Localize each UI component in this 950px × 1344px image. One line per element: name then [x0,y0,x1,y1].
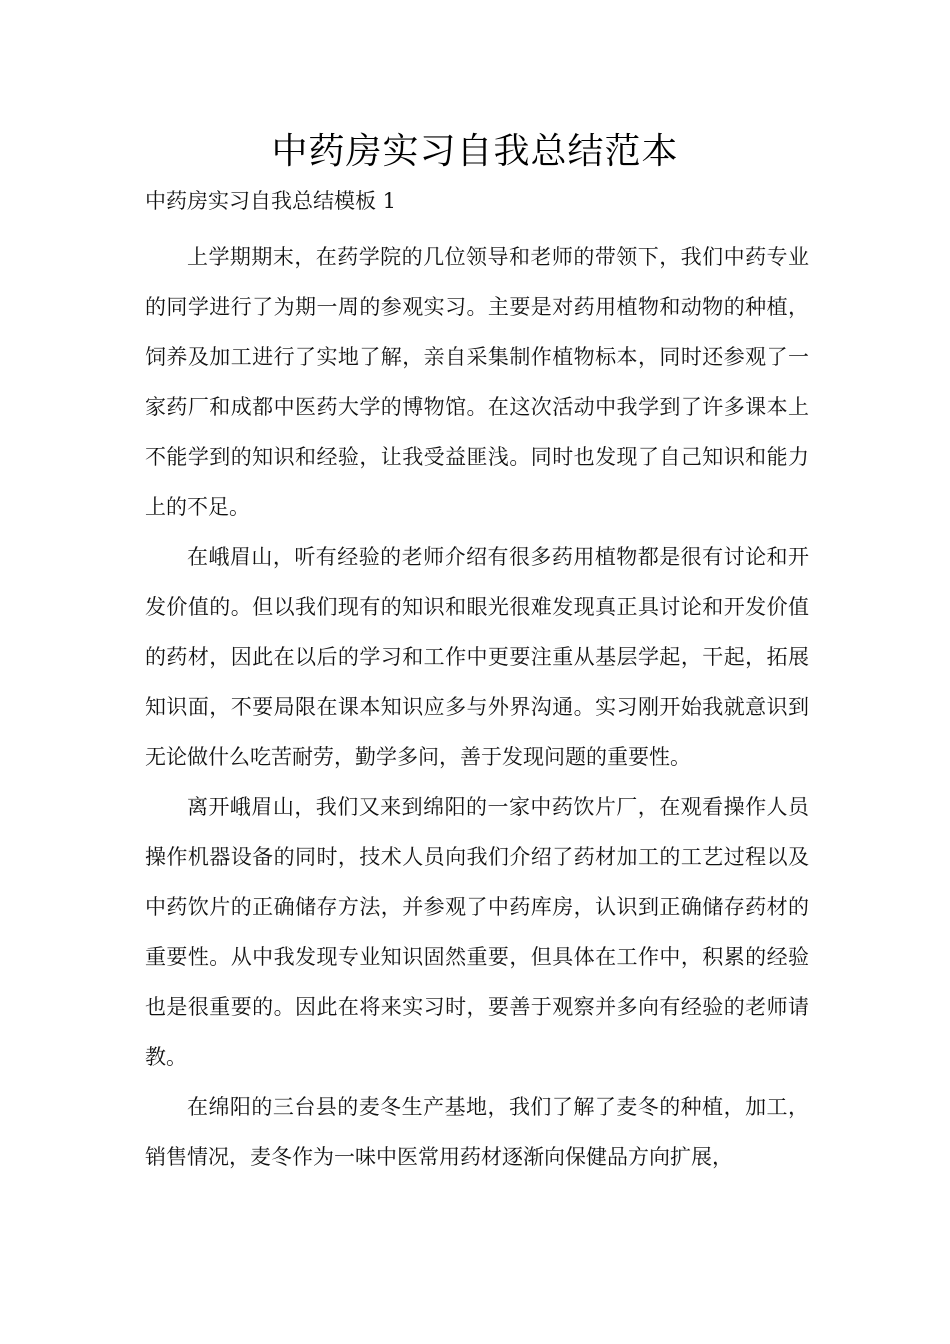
paragraph-1: 上学期期末，在药学院的几位领导和老师的带领下，我们中药专业的同学进行了为期一周的参观实习。主要是对药用植物和动物的种植，饲养及加工进行了实地了解，亲自采集制作植物标本，同时还参观了一家药厂和成都中医药大学的博物馆。在这次活动中我学到了许多课本上不能学到的知识和经验，让我受益匪浅。同时也发现了自己知识和能力上的不足。 [145,245,809,519]
document-body [145,232,809,1182]
paragraph-2: 在峨眉山，听有经验的老师介绍有很多药用植物都是很有讨论和开发价值的。但以我们现有的知识和眼光很难发现真正具讨论和开发价值的药材，因此在以后的学习和工作中更要注重从基层学起，干起，拓展知识面，不要局限在课本知识应多与外界沟通。实习刚开始我就意识到无论做什么吃苦耐劳，勤学多问，善于发现问题的重要性。 [145,545,809,769]
paragraph-4: 在绵阳的三台县的麦冬生产基地，我们了解了麦冬的种植，加工，销售情况，麦冬作为一味中医常用药材逐渐向保健品方向扩展， [145,1095,809,1169]
document-title: 中药房实习自我总结范本 [271,131,679,172]
paragraph-3: 离开峨眉山，我们又来到绵阳的一家中药饮片厂，在观看操作人员操作机器设备的同时，技术人员向我们介绍了药材加工的工艺过程以及中药饮片的正确储存方法，并参观了中药库房，认识到正确储存药材的重要性。从中我发现专业知识固然重要，但具体在工作中，积累的经验也是很重要的。因此在将来实习时，要善于观察并多向有经验的老师请教。 [145,795,809,1069]
document-subtitle: 中药房实习自我总结模板 1 [145,189,397,213]
